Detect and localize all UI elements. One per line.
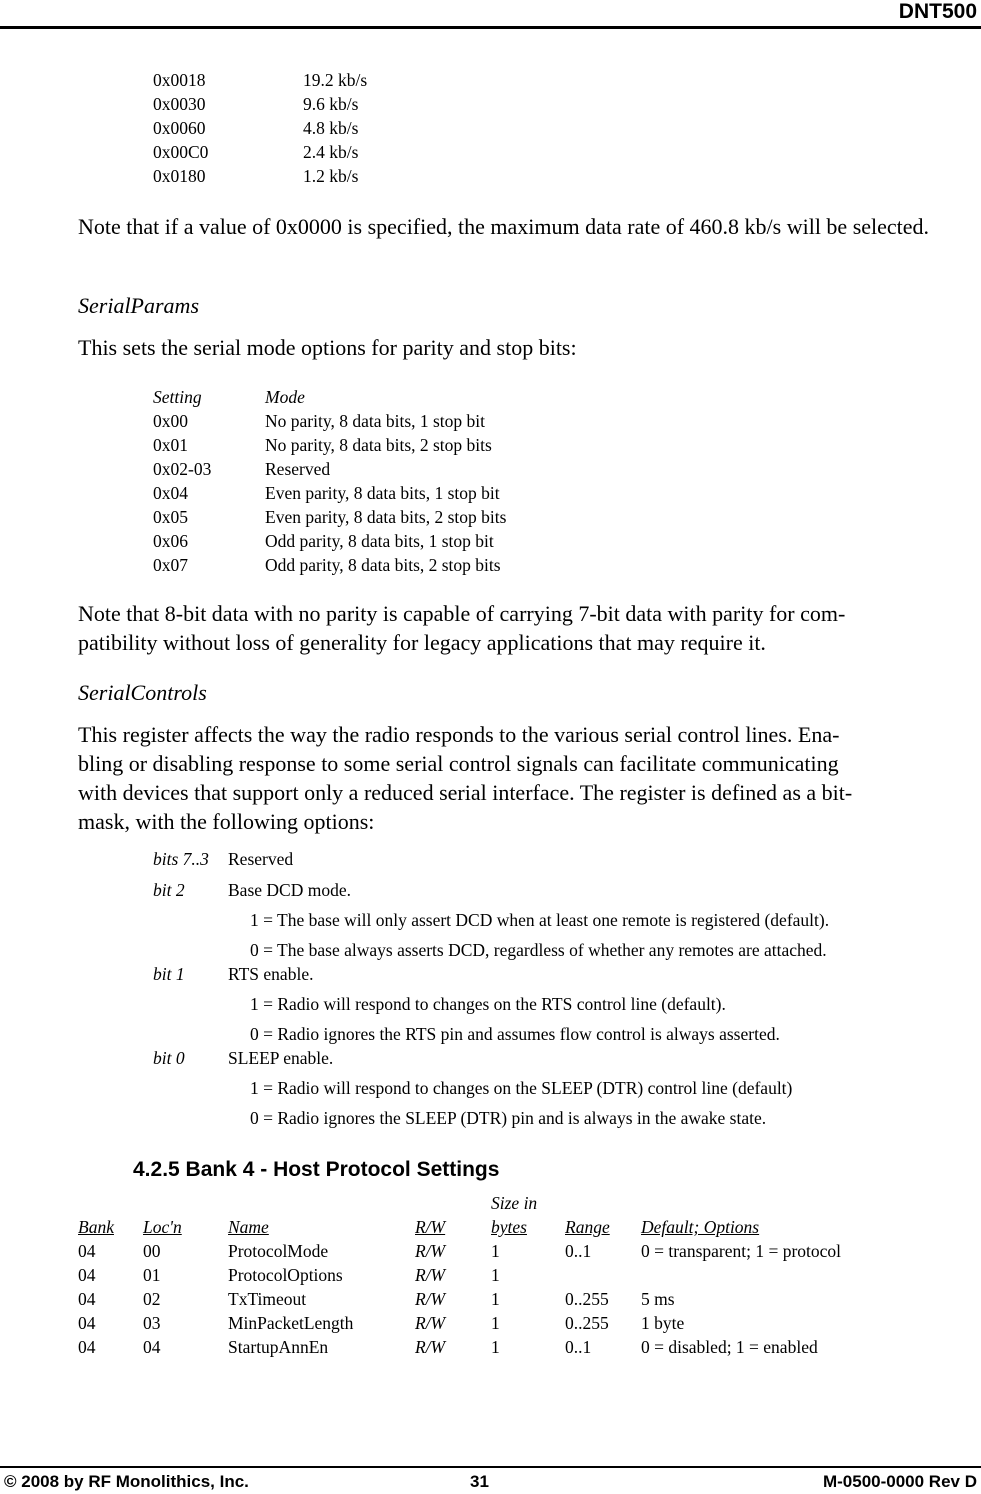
section-heading: 4.2.5 Bank 4 - Host Protocol Settings <box>133 1158 500 1181</box>
header-rule <box>0 26 981 29</box>
rate-value: 1.2 kb/s <box>303 166 359 186</box>
cell-default: 1 byte <box>641 1313 685 1333</box>
parity-note-line: patibility without loss of generality for legacy applications that may require it. <box>78 630 766 655</box>
rate-code: 0x0018 <box>153 70 206 90</box>
cell-size: 1 <box>491 1265 500 1285</box>
cell-size: 1 <box>491 1289 500 1309</box>
cell-range: 0..255 <box>565 1289 609 1309</box>
bit-description: SLEEP enable. <box>228 1048 334 1068</box>
rate-code: 0x00C0 <box>153 142 209 162</box>
table-row <box>78 1311 958 1335</box>
table-header <box>78 1215 958 1239</box>
bit-label: bit 2 <box>153 880 185 900</box>
setting-value: 0x01 <box>153 435 188 455</box>
cell-range: 0..255 <box>565 1313 609 1333</box>
column-header-location: Loc'n <box>143 1217 182 1237</box>
serial-controls-heading: SerialControls <box>78 680 207 705</box>
bit-label: bit 1 <box>153 964 185 984</box>
cell-default: 0 = transparent; 1 = protocol <box>641 1241 842 1261</box>
cell-range: 0..1 <box>565 1337 592 1357</box>
mode-value: No parity, 8 data bits, 1 stop bit <box>265 411 486 431</box>
setting-value: 0x06 <box>153 531 188 551</box>
cell-default: 0 = disabled; 1 = enabled <box>641 1337 818 1357</box>
cell-name: MinPacketLength <box>228 1313 354 1333</box>
serial-params-intro: This sets the serial mode options for parity and stop bits: <box>78 335 577 360</box>
rate-value: 4.8 kb/s <box>303 118 359 138</box>
parity-note-line: Note that 8-bit data with no parity is capable of carrying 7-bit data with parity for com- <box>78 601 846 626</box>
bit-option: 0 = The base always asserts DCD, regardless of whether any remotes are attached. <box>250 940 827 960</box>
serial-controls-text-line: mask, with the following options: <box>78 809 375 834</box>
table-row <box>78 1335 958 1359</box>
rate-code: 0x0180 <box>153 166 206 186</box>
cell-default: 5 ms <box>641 1289 675 1309</box>
bit-option: 1 = The base will only assert DCD when at least one remote is registered (default). <box>250 910 830 930</box>
cell-bank: 04 <box>78 1289 96 1309</box>
footer-copyright: © 2008 by RF Monolithics, Inc. <box>4 1472 249 1491</box>
table-row <box>78 1263 958 1287</box>
setting-value: 0x07 <box>153 555 188 575</box>
serial-controls-text-line: with devices that support only a reduced serial interface. The register is defined as a bit- <box>78 780 853 805</box>
cell-bank: 04 <box>78 1265 96 1285</box>
bit-description: RTS enable. <box>228 964 314 984</box>
document-title: DNT500 <box>898 0 977 23</box>
column-header-rw: R/W <box>415 1217 446 1237</box>
footer-rule <box>0 1466 981 1468</box>
table-header-top <box>78 1191 958 1215</box>
setting-value: 0x04 <box>153 483 188 503</box>
mode-value: Reserved <box>265 459 331 479</box>
document-number: M-0500-0000 Rev D <box>822 1472 977 1491</box>
page-number: 31 <box>470 1472 489 1491</box>
table-row <box>78 1239 958 1263</box>
column-header-mode: Mode <box>265 387 305 407</box>
serial-controls-text-line: This register affects the way the radio responds to the various serial control lines. Ena- <box>78 722 840 747</box>
mode-value: Even parity, 8 data bits, 1 stop bit <box>265 483 500 503</box>
cell-bank: 04 <box>78 1241 96 1261</box>
cell-location: 02 <box>143 1289 161 1309</box>
setting-value: 0x05 <box>153 507 188 527</box>
column-header-setting: Setting <box>153 387 202 407</box>
cell-rw: R/W <box>415 1241 446 1261</box>
column-header-name: Name <box>228 1217 269 1237</box>
rate-value: 2.4 kb/s <box>303 142 359 162</box>
mode-value: Odd parity, 8 data bits, 2 stop bits <box>265 555 501 575</box>
bit-option: 0 = Radio ignores the RTS pin and assumes flow control is always asserted. <box>250 1024 780 1044</box>
cell-location: 01 <box>143 1265 161 1285</box>
cell-size: 1 <box>491 1313 500 1333</box>
cell-range: 0..1 <box>565 1241 592 1261</box>
mode-value: Odd parity, 8 data bits, 1 stop bit <box>265 531 494 551</box>
cell-bank: 04 <box>78 1337 96 1357</box>
column-header-range: Range <box>565 1217 610 1237</box>
cell-rw: R/W <box>415 1289 446 1309</box>
column-header-bytes: bytes <box>491 1217 527 1237</box>
serial-params-heading: SerialParams <box>78 293 199 318</box>
rate-code: 0x0060 <box>153 118 206 138</box>
rate-value: 19.2 kb/s <box>303 70 368 90</box>
bit-option: 1 = Radio will respond to changes on the RTS control line (default). <box>250 994 726 1014</box>
column-header-size: Size in <box>491 1193 538 1213</box>
cell-location: 00 <box>143 1241 161 1261</box>
rate-code: 0x0030 <box>153 94 206 114</box>
cell-rw: R/W <box>415 1337 446 1357</box>
cell-rw: R/W <box>415 1265 446 1285</box>
cell-name: ProtocolMode <box>228 1241 329 1261</box>
mode-value: No parity, 8 data bits, 2 stop bits <box>265 435 492 455</box>
mode-value: Even parity, 8 data bits, 2 stop bits <box>265 507 507 527</box>
cell-bank: 04 <box>78 1313 96 1333</box>
bit-option: 1 = Radio will respond to changes on the SLEEP (DTR) control line (default) <box>250 1078 793 1098</box>
rate-note: Note that if a value of 0x0000 is specified, the maximum data rate of 460.8 kb/s will be selected. <box>78 214 930 239</box>
bit-label: bits 7..3 <box>153 849 209 869</box>
cell-location: 03 <box>143 1313 161 1333</box>
rate-value: 9.6 kb/s <box>303 94 359 114</box>
setting-value: 0x00 <box>153 411 188 431</box>
table-row <box>78 1287 958 1311</box>
cell-size: 1 <box>491 1337 500 1357</box>
cell-name: ProtocolOptions <box>228 1265 343 1285</box>
column-header-bank: Bank <box>78 1217 114 1237</box>
serial-controls-text-line: bling or disabling response to some serial control signals can facilitate communicating <box>78 751 839 776</box>
bit-description: Base DCD mode. <box>228 880 351 900</box>
cell-size: 1 <box>491 1241 500 1261</box>
cell-location: 04 <box>143 1337 161 1357</box>
column-header-default: Default; Options <box>641 1217 760 1237</box>
cell-rw: R/W <box>415 1313 446 1333</box>
bit-label: bit 0 <box>153 1048 185 1068</box>
bit-description: Reserved <box>228 849 294 869</box>
cell-name: TxTimeout <box>228 1289 307 1309</box>
cell-name: StartupAnnEn <box>228 1337 329 1357</box>
setting-value: 0x02-03 <box>153 459 212 479</box>
bit-option: 0 = Radio ignores the SLEEP (DTR) pin and is always in the awake state. <box>250 1108 767 1128</box>
